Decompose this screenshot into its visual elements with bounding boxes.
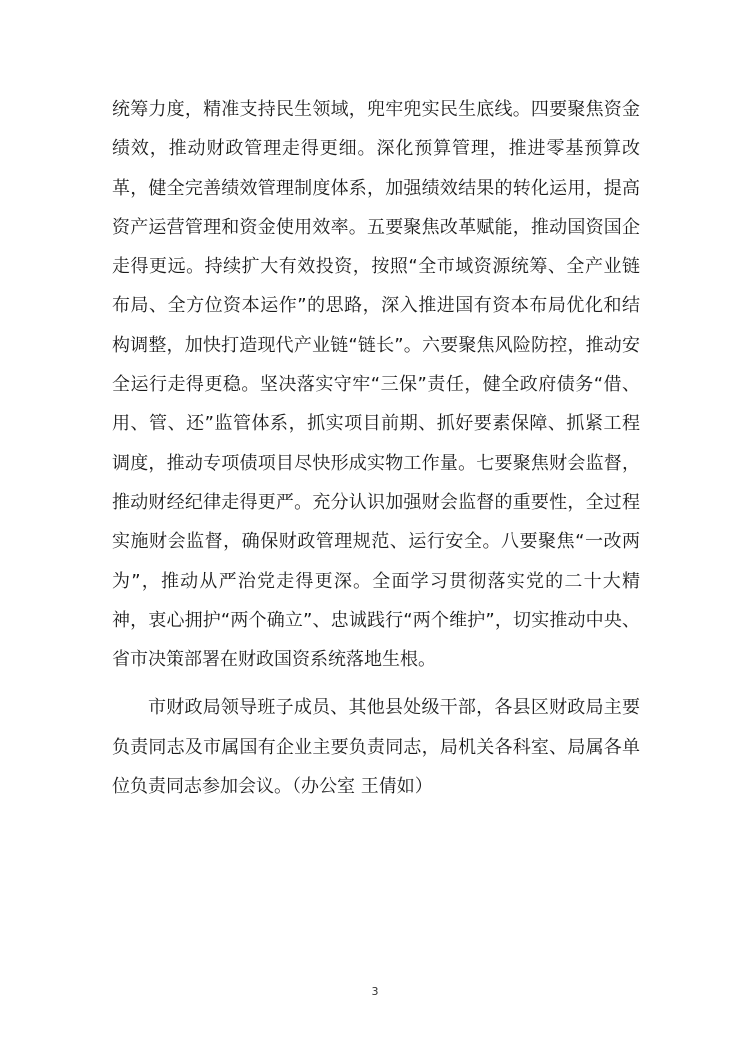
paragraph-continued: 统筹力度，精准支持民生领域，兜牢兜实民生底线。四要聚焦资金绩效，推动财政管理走得更细。深化预算管理，推进零基预算改革，健全完善绩效管理制度体系，加强绩效结果的转化运用，提高资产运营管理和资金使用效率。五要聚焦改革赋能，推动国资国企走得更远。持续扩大有效投资，按照“全市域资源统筹、全产业链布局、全方位资本运作”的思路，深入推进国有资本布局优化和结构调整，加快打造现代产业链“链长”。六要聚焦风险防控，推动安全运行走得更稳。坚决落实守牢“三保”责任，健全政府债务“借、用、管、还”监管体系，抓实项目前期、抓好要素保障、抓紧工程调度，推动专项债项目尽快形成实物工作量。七要聚焦财会监督，推动财经纪律走得更严。充分认识加强财会监督的重要性，全过程实施财会监督，确保财政管理规范、运行安全。八要聚焦“一改两为”，推动从严治党走得更深。全面学习贯彻落实党的二十大精神，衷心拥护“两个确立”、忠诚践行“两个维护”，切实推动中央、省市决策部署在财政国资系统落地生根。	[112, 99, 640, 671]
paragraph-attendees: 市财政局领导班子成员、其他县处级干部，各县区财政局主要负责同志及市属国有企业主要负责同志，局机关各科室、局属各单位负责同志参加会议。（办公室 王倩如）	[112, 697, 640, 798]
body-text	[112, 90, 640, 815]
page-number: 3	[371, 985, 379, 998]
